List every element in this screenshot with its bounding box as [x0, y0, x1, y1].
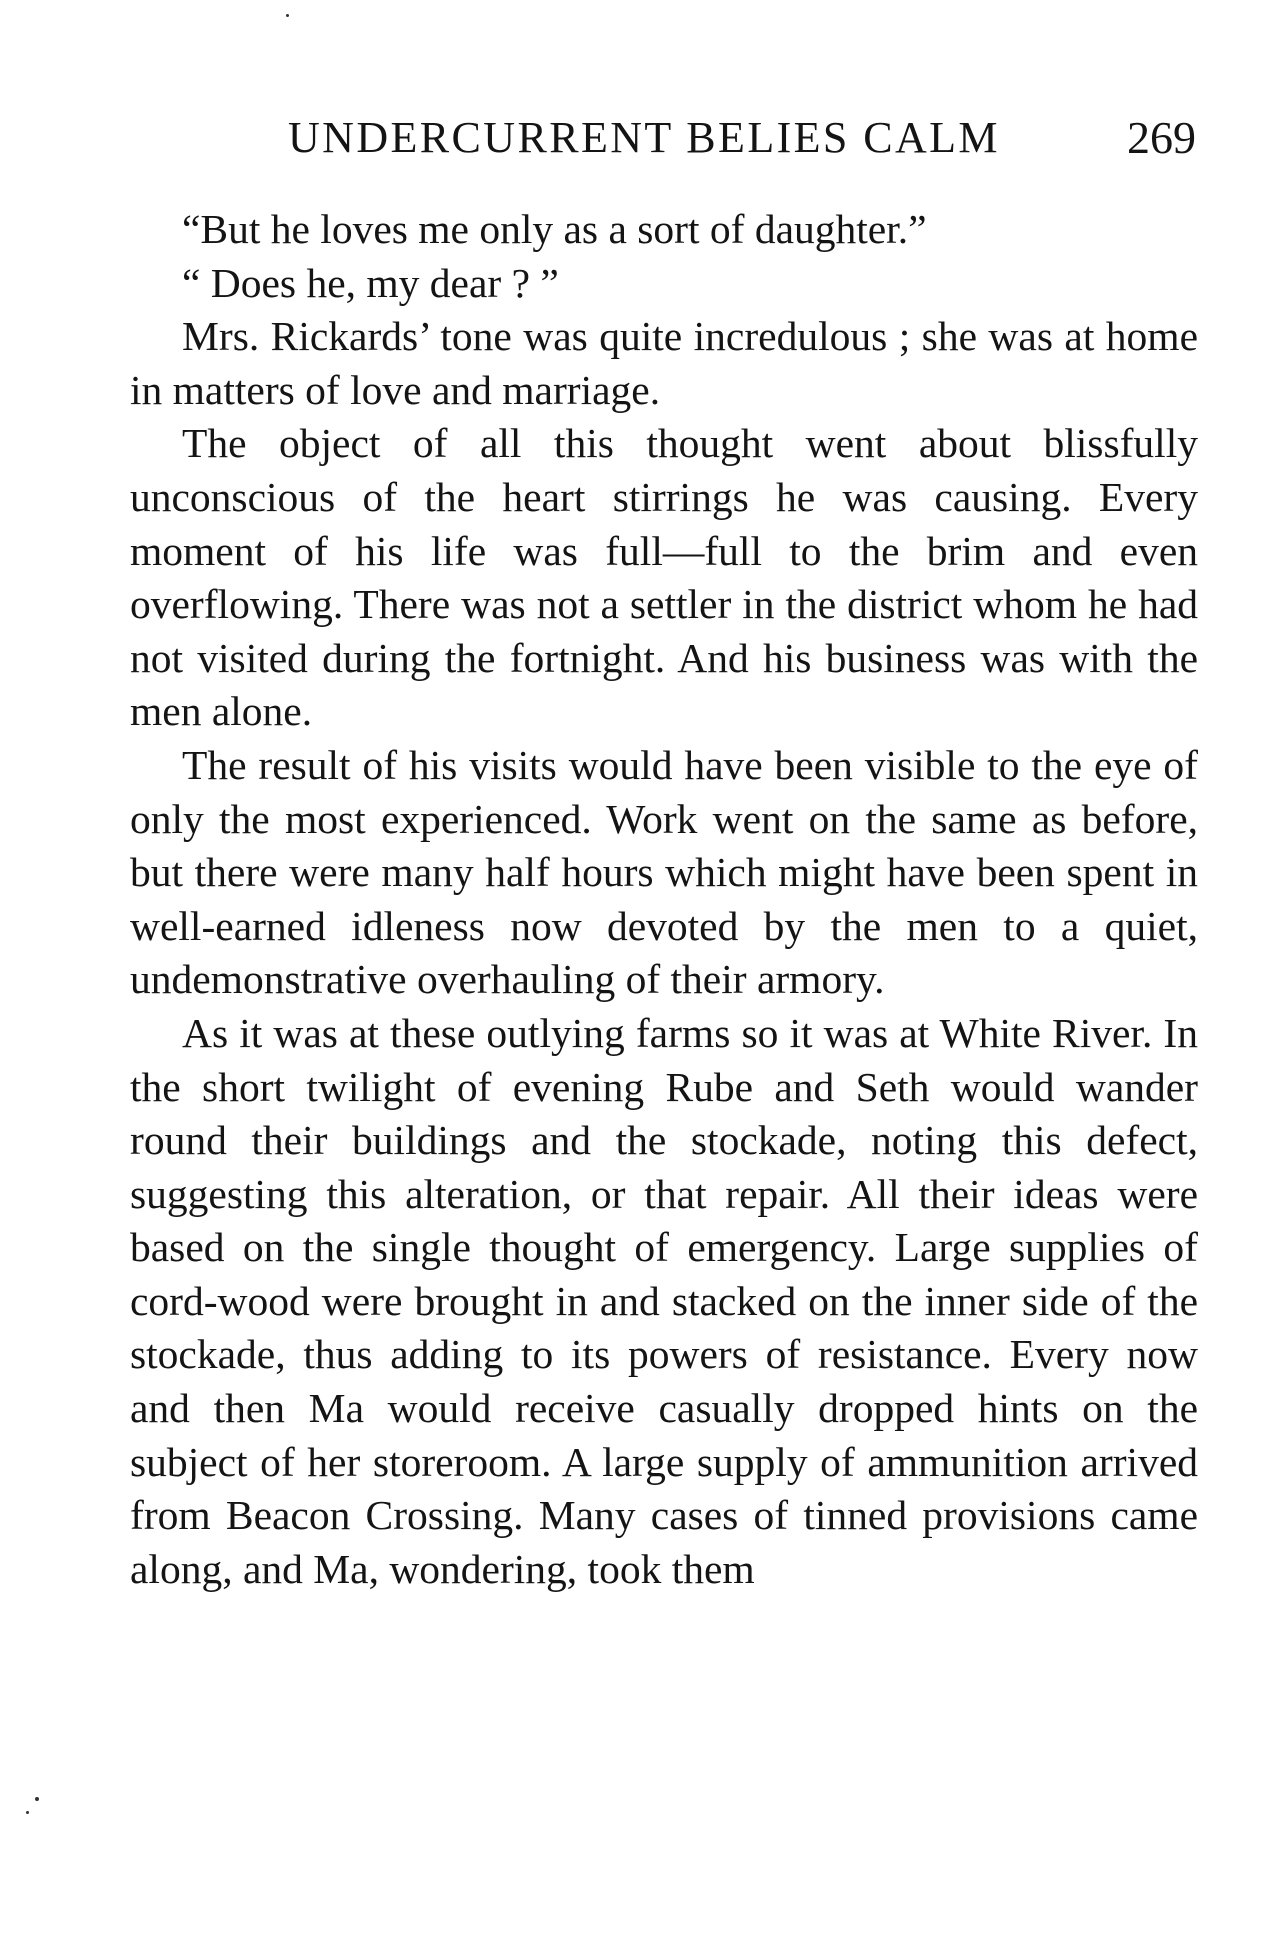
page-number: 269	[1127, 112, 1196, 163]
running-title: UNDERCURRENT BELIES CALM	[288, 113, 1000, 162]
print-speck	[26, 1811, 29, 1814]
running-head	[288, 108, 1196, 168]
print-speck	[35, 1797, 39, 1801]
print-speck	[286, 14, 289, 17]
paragraph-white-river: As it was at these outlying farms so it was at White River. In the short twilight of evening Rube and Seth would wander round their buildings and the stockade, noting this defect, suggesting this alteration, or that repair. All their ideas were based on the single thought of emergency. Large supplies of cord-wood were brought in and stacked on the inner side of the stockade, thus adding to its powers of resistance. Every now and then Ma would receive casually dropped hints on the subject of her storeroom. A large supply of ammunition arrived from Beacon Crossing. Many cases of tinned provisions came along, and Ma, wondering, took them	[130, 1009, 1198, 1592]
body-text	[130, 203, 1198, 1596]
paragraph-dialogue-2: “ Does he, my dear ? ”	[182, 259, 559, 306]
paragraph-result-of-visits: The result of his visits would have been visible to the eye of only the most experienced. Work went on the same as before, but there were many half hours which might have been spent in well-earned idleness now devoted by the men to a quiet, undemonstrative overhauling of their armory.	[130, 741, 1198, 1003]
paragraph-object-of-thought: The object of all this thought went about blissfully unconscious of the heart stirrings he was causing. Every moment of his life was full—full to the brim and even overflowing. There was not a settler in the district whom he had not visited during the fortnight. And his business was with the men alone.	[130, 420, 1198, 735]
paragraph-mrs-rickards: Mrs. Rickards’ tone was quite incredulous ; she was at home in matters of love and marriage.	[130, 313, 1198, 413]
paragraph-dialogue-1: “But he loves me only as a sort of daughter.”	[182, 206, 927, 252]
